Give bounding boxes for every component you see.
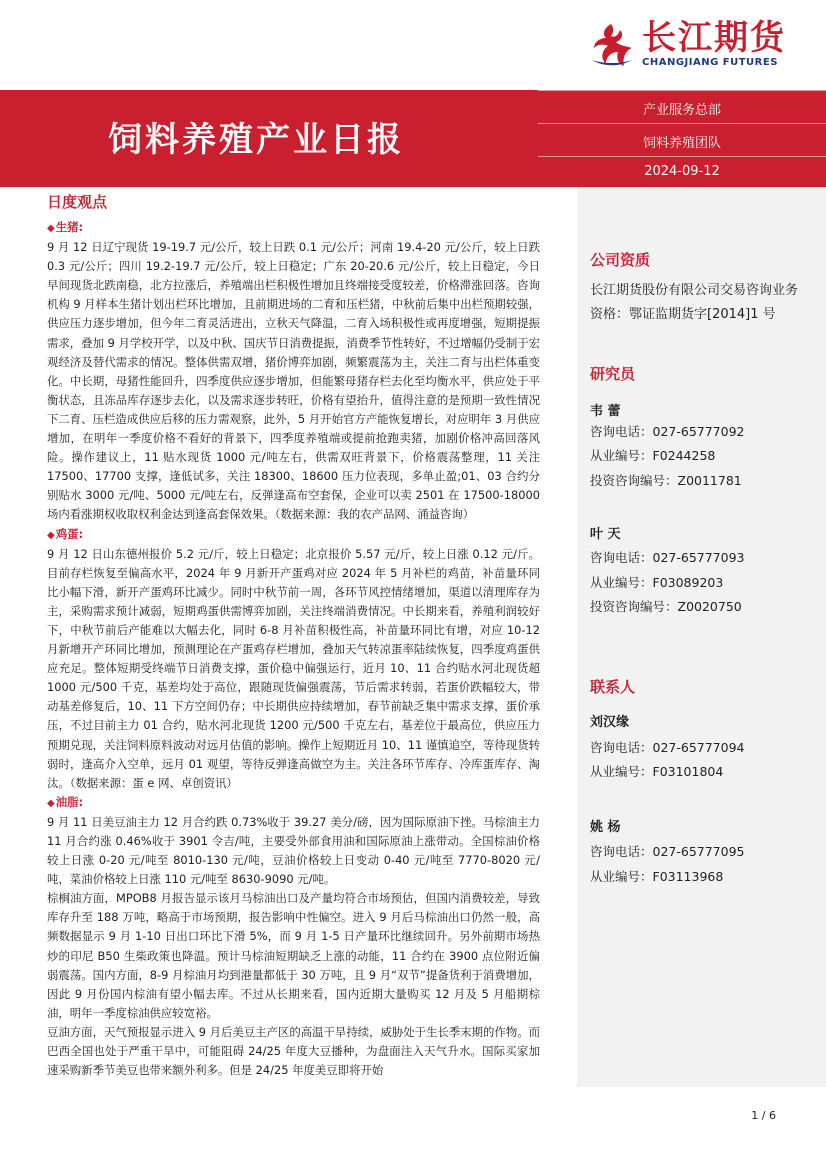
diamond-icon: ◆ xyxy=(47,529,55,541)
item-paragraph: 棕榈油方面，MPOB8 月报告显示该月马棕油出口及产量均符合市场预估，但国内消费较差，导致库存升至 188 万吨，略高于市场预期，报告影响中性偏空。进入 9 月后马棕油出口仍然一般，高频数据显示 9 月 1-10 日出口环比下滑 5%，而 9 月 1-5 日产量环比继续回升。另外前期市场热炒的印尼 B50 生柴政策也降温。预计马棕油短期缺乏上涨的动能，11 合约在 3900 点位附近偏弱震荡。国内方面，8-9 月棕油月均到港量都低于 30 万吨，且 9 月“双节”提备货利于消费增加，因此 9 月份国内棕油有望小幅去库。不过从长期来看，国内近期大量购买 12 月及 5 月船期棕油，明年一季度棕油供应较宽裕。 xyxy=(47,891,540,1020)
researcher-license: 从业编号：F0244258 xyxy=(590,448,716,463)
diamond-icon: ◆ xyxy=(47,223,55,234)
section-heading-daily-view: 日度观点 xyxy=(47,193,108,211)
main-content xyxy=(47,218,540,1080)
diamond-icon: ◆ xyxy=(47,797,55,809)
item-heading-egg xyxy=(47,525,540,545)
item-hog xyxy=(47,218,540,525)
researcher-heading: 研究员 xyxy=(590,365,636,383)
item-paragraph: 9 月 12 日山东德州报价 5.2 元/斤，较上日稳定；北京报价 5.57 元/斤，较上日涨 0.12 元/斤。目前存栏恢复至偏高水平，2024 年 9 月新开产蛋鸡对应 2024 年 5 月补栏的鸡苗，补苗量环同比小幅下滑，新开产蛋鸡环比减少。同时中秋节前一周，各环节风控情绪增加，渠道以清理库存为主，采购需求预计减弱，短期鸡蛋供需博弈加剧，关注终端消费情况。中长期来看，养殖利润较好下，中秋节前后产能难以大幅去化，同时 6-8 月补苗积极性高，补苗量环同比有增，对应 10-12 月新增开产环同比增加，预测理论在产蛋鸡存栏增加，叠加天气转凉蛋率陆续恢复，四季度鸡蛋供应充足。整体短期受终端节日消费支撑，蛋价稳中偏强运行，近月 10、11 合约贴水河北现货超 1000 元/500 千克，基差均处于高位，跟随现货偏强震荡，节后需求转弱，若蛋价跌幅较大，带动基差修复后，10、11 下方空间仍存；中长期供应持续增加，春节前缺乏集中需求支撑，蛋价承压，不过目前主力 01 合约，贴水河北现货 1200 元/500 千克左右，基差位于最高位，供应压力预期兑现，关注饲料原料波动对远月估值的影响。操作上短期近月 10、11 谨慎追空，等待现货转弱时，逢高介入空单，远月 01 观望，等待反弹逢高做空为主。关注各环节库存、冷库蛋库存、淘汰。（数据来源：蛋 e 网、卓创资讯） xyxy=(47,546,540,790)
item-heading-text: 鸡蛋: xyxy=(55,526,84,541)
researcher-name: 韦 蕾 xyxy=(590,404,621,419)
company-credentials-heading: 公司资质 xyxy=(590,251,651,269)
company-logo xyxy=(584,20,786,70)
researcher-consult-id: 投资咨询编号：Z0011781 xyxy=(590,473,742,488)
researcher-name: 叶 天 xyxy=(590,527,621,542)
contact-name: 刘汉缘 xyxy=(590,715,630,730)
page-number: 1 / 6 xyxy=(751,1109,776,1122)
contact-heading: 联系人 xyxy=(590,678,636,696)
item-heading-text: 生猪: xyxy=(55,220,84,234)
report-date: 2024-09-12 xyxy=(644,164,720,179)
item-oils xyxy=(47,793,540,1080)
team-label: 饲料养殖团队 xyxy=(642,136,721,151)
researcher-phone: 咨询电话：027-65777092 xyxy=(590,424,745,439)
logo-name-cn: 长江期货 xyxy=(642,18,786,58)
researcher-consult-id: 投资咨询编号：Z0020750 xyxy=(590,599,742,614)
department-label: 产业服务总部 xyxy=(642,103,721,118)
banner-meta-panel xyxy=(538,90,826,187)
banner-divider xyxy=(538,156,826,157)
banner-divider xyxy=(538,123,826,124)
report-title: 饲料养殖产业日报 xyxy=(108,120,404,160)
item-paragraph: 9 月 12 日辽宁现货 19-19.7 元/公斤，较上日跌 0.1 元/公斤；河南 19.4-20 元/公斤，较上日跌 0.3 元/公斤；四川 19.2-19.7 元/公斤，较上日稳定；广东 20-20.6 元/公斤，较上日稳定，今日早间现货北跌南稳，北方拉涨后，养殖端出栏积极性增加且终端接受度较差，价格滞涨回落。咨询机构 9 月样本生猪计划出栏环比增加，且前期进场的二育和压栏猪，中秋前后集中出栏预期较强，供应压力逐步增加，但今年二育灵活进出，立秋天气降温，二育入场积极性或再度增强，短期提振需求，叠加 9 月学校开学，以及中秋、国庆节日消费提振，消费季节性转好，不过增幅仍受制于宏观经济及替代需求的情况。整体供需双增，猪价博弈加剧，频繁震荡为主，关注二育与出栏体重变化。中长期，母猪性能回升，四季度供应逐步增加，但能繁母猪存栏去化至均衡水平，供应处于平衡状态，且冻品库存逐步去化，以及需求逐步转旺，价格有望抬升，值得注意的是预期一致性情况下二育、压栏造成供应后移的压力需观察，此外，5 月开始官方产能恢复增长，对应明年 3 月供应增加，在明年一季度价格不看好的背景下，四季度养殖端或提前抢跑卖猪，加剧价格冲高回落风险。操作建议上，11 贴水现货 1000 元/吨左右，供需双旺背景下，价格震荡整理，11 关注 17500、17700 支撑，逢低试多，关注 18300、18600 压力位表现，多单止盈;01、03 合约分别贴水 3000 元/吨、5000 元/吨左右，反弹逢高布空套保，企业可以卖 2501 在 17500-18000 场内看涨期权收取权利金达到逢高套保效果。（数据来源：我的农产品网、涌益咨询） xyxy=(47,240,540,522)
item-heading-hog xyxy=(47,218,540,238)
logo-name-en: CHANGJIANG FUTURES xyxy=(642,57,778,68)
contact-phone: 咨询电话：027-65777094 xyxy=(590,740,745,755)
contact-license: 从业编号：F03101804 xyxy=(590,764,724,779)
banner-divider xyxy=(538,90,826,91)
item-paragraph: 豆油方面，天气预报显示进入 9 月后美豆主产区的高温干旱持续，威胁处于生长季末期的作物。而巴西全国也处于严重干旱中，可能阻碍 24/25 年度大豆播种，为盘面注入天气升水。国际买家加速采购新季节美豆也带来额外利多。但是 24/25 年度美豆即将开始 xyxy=(47,1024,540,1078)
researcher-license: 从业编号：F03089203 xyxy=(590,575,724,590)
contact-phone: 咨询电话：027-65777095 xyxy=(590,844,745,859)
contact-name: 姚 杨 xyxy=(590,820,621,835)
item-paragraph: 9 月 11 日美豆油主力 12 月合约跌 0.73%收于 39.27 美分/磅，因为国际原油下挫。马棕油主力 11 月合约涨 0.46%收于 3901 令吉/吨，主要受外部食用油和国际原油上涨带动。全国棕油价格较上日涨 0-20 元/吨至 8010-130 元/吨，豆油价格较上日变动 0-40 元/吨至 7770-8020 元/吨，菜油价格较上日涨 110 元/吨至 8630-9090 元/吨。 xyxy=(47,814,540,887)
researcher-phone: 咨询电话：027-65777093 xyxy=(590,550,745,565)
contact-license: 从业编号：F03113968 xyxy=(590,869,724,884)
item-heading-oils xyxy=(47,793,540,813)
item-heading-text: 油脂: xyxy=(55,794,84,809)
item-egg xyxy=(47,525,540,793)
company-credentials-text: 长江期货股份有限公司交易咨询业务资格：鄂证监期货字[2014]1 号 xyxy=(590,283,799,322)
changjiang-logo-icon xyxy=(584,20,638,70)
